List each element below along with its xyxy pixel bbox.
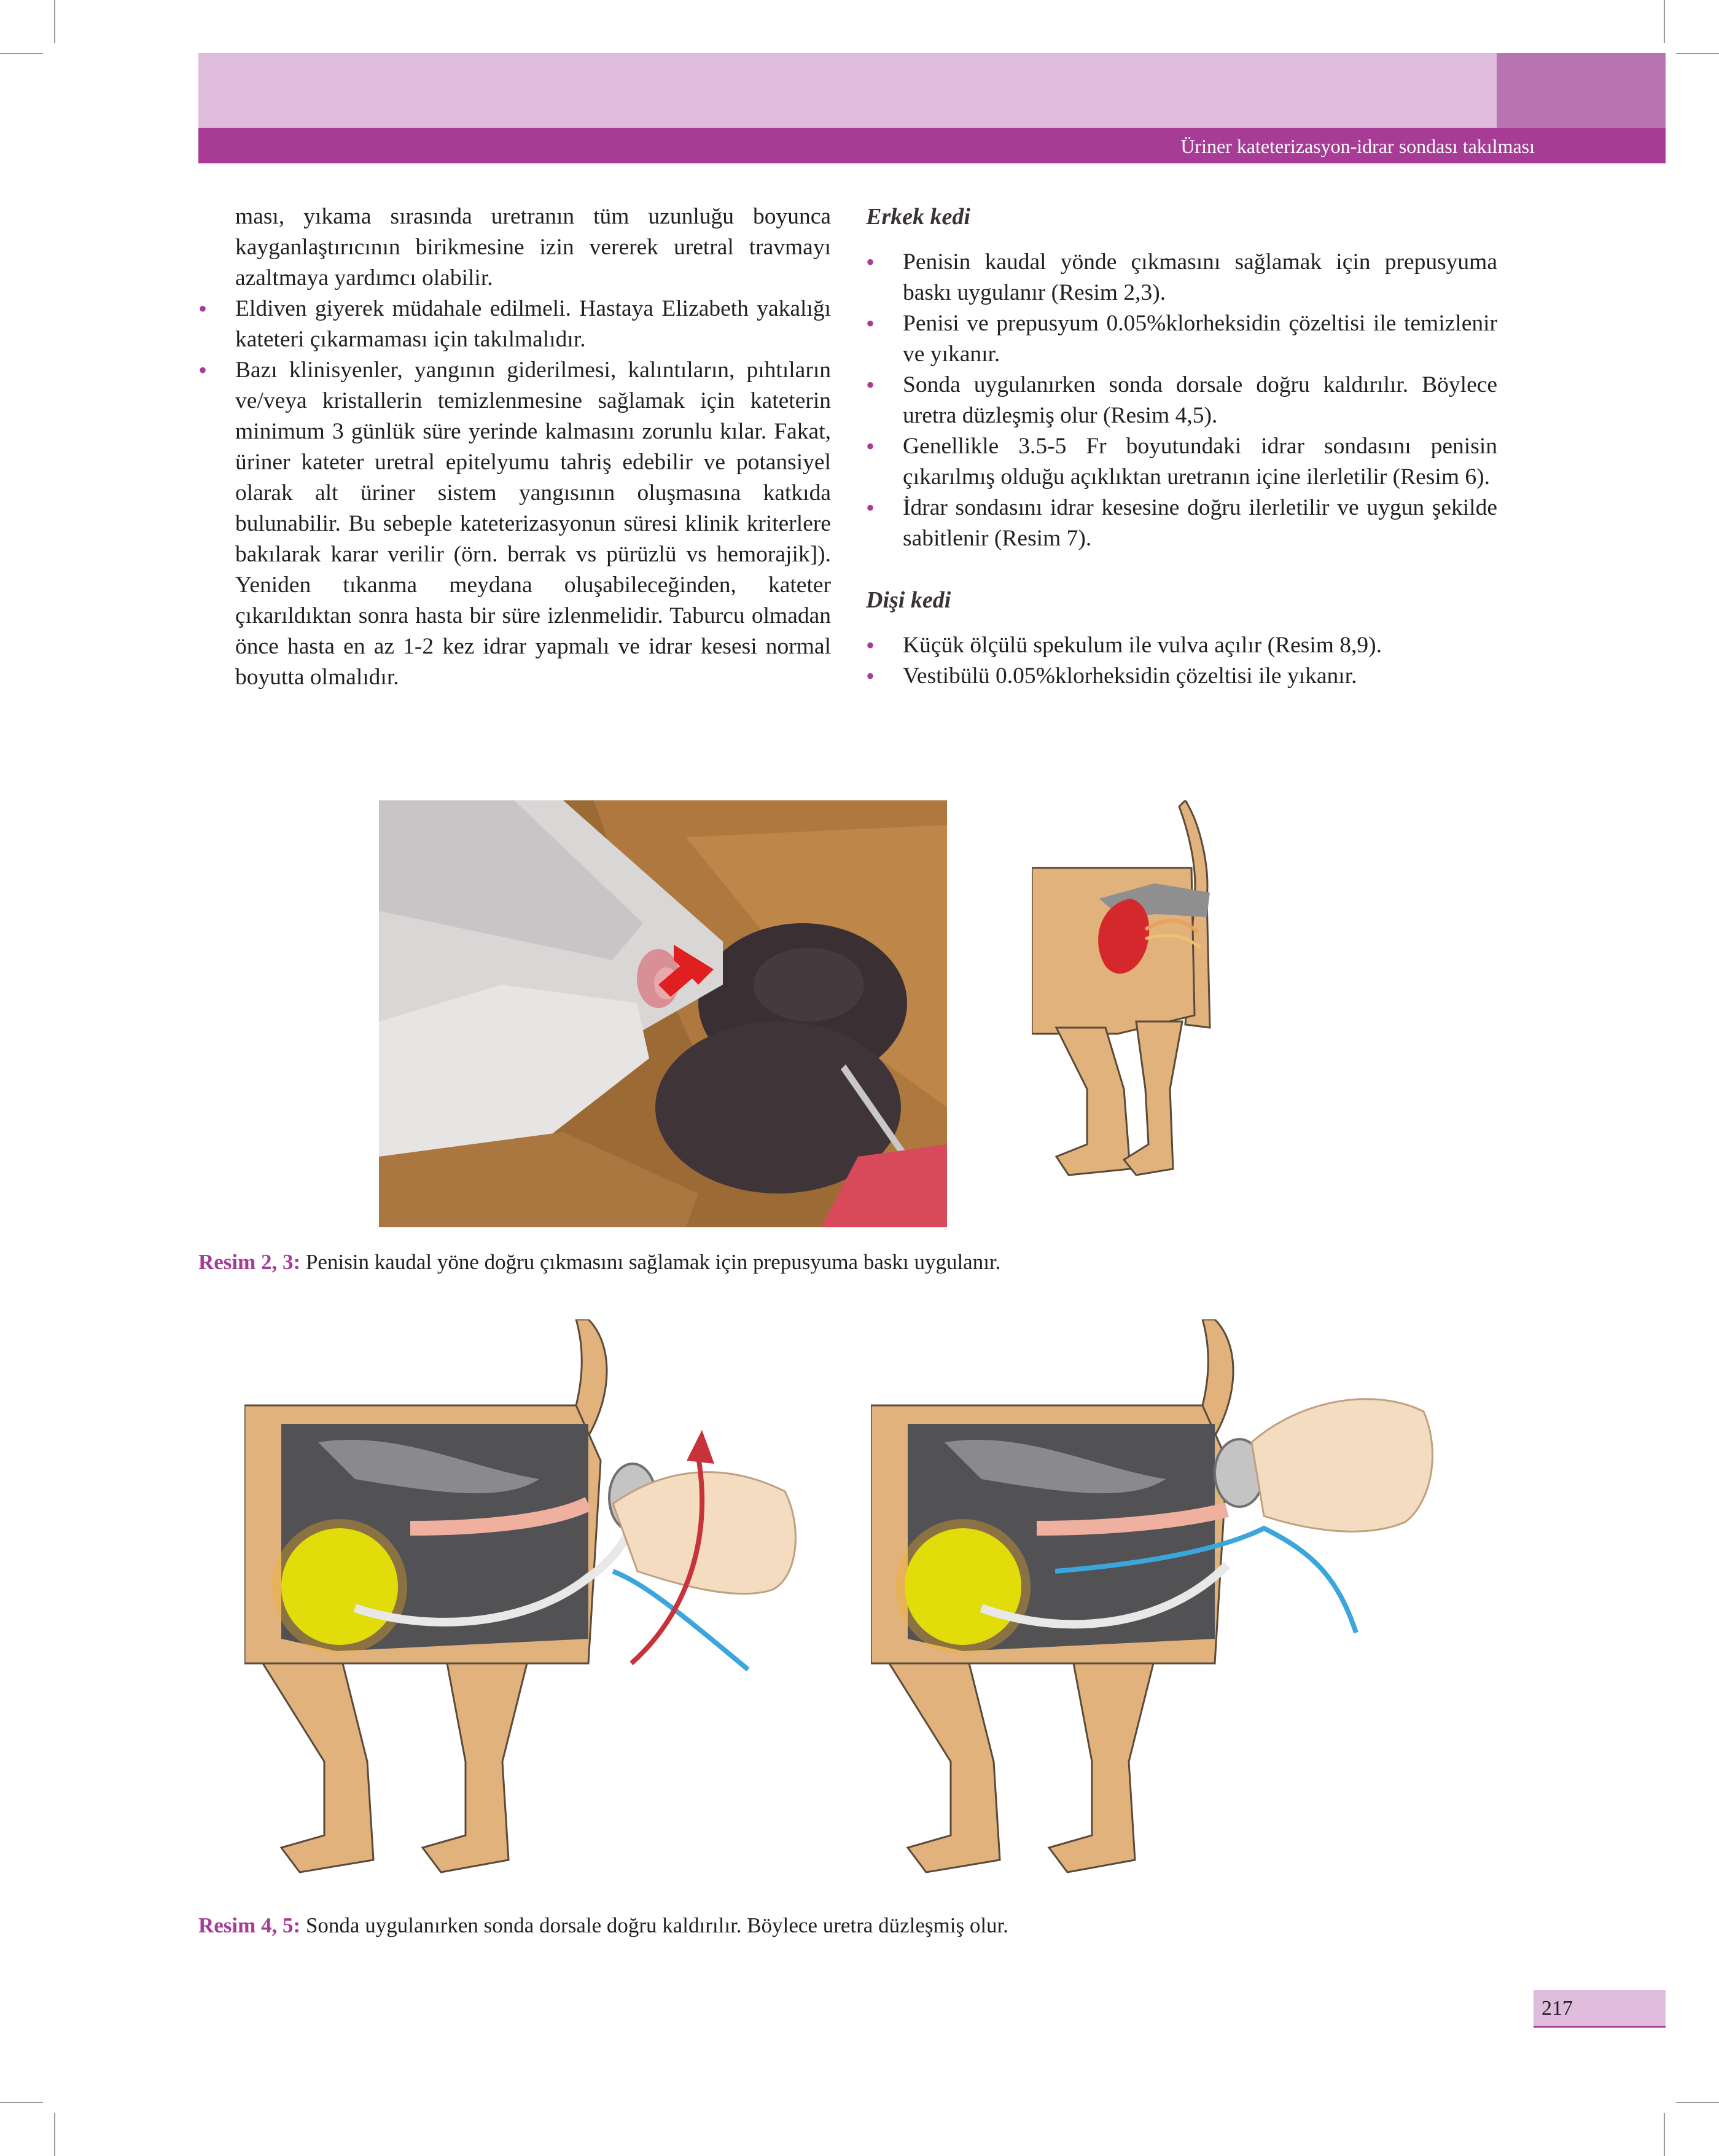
continuation-paragraph: ması, yıkama sırasında uretranın tüm uzunluğu boyunca kayganlaştırıcının birikmesine izin vererek uretral travmayı azaltmaya yardımcı olabilir. (235, 204, 831, 291)
header-band (198, 53, 1666, 128)
crop-mark (0, 2102, 43, 2103)
header-accent (1497, 53, 1666, 128)
list-item: • Vestibülü 0.05%klorheksidin çözeltisi ile yıkanır. (866, 661, 1497, 692)
left-bullet-list (198, 294, 831, 693)
figure-photo-prepuce-pressure (379, 800, 947, 1227)
list-item: • Küçük ölçülü spekulum ile vulva açılır (Resim 8,9). (866, 630, 1497, 661)
male-bullet-list (866, 247, 1497, 554)
crop-mark (1664, 2113, 1665, 2156)
figure-caption (198, 1912, 1008, 1939)
crop-mark (54, 2113, 55, 2156)
figure-illustration-catheter-straightened (871, 1319, 1442, 1886)
left-column (198, 201, 831, 693)
figure-caption (198, 1249, 1000, 1276)
list-item: • Eldiven giyerek müdahale edilmeli. Hastaya Elizabeth yakalığı kateteri çıkarmaması için takılmalıdır. (198, 294, 831, 355)
figure-illustration-catheter-lift (244, 1319, 813, 1886)
caption-text: Penisin kaudal yöne doğru çıkmasını sağlamak için prepusyuma baskı uygulanır. (300, 1250, 1001, 1274)
crop-mark (1676, 53, 1719, 54)
section-heading-male-cat: Erkek kedi (866, 204, 970, 230)
list-item: • Genellikle 3.5-5 Fr boyutundaki idrar sondasını penisin çıkarılmış olduğu açıklıktan uretranın içine ilerletilir (Resim 6). (866, 431, 1497, 493)
figure-illustration-cat-urinary-tract (1032, 800, 1238, 1200)
crop-mark (1676, 2102, 1719, 2103)
female-bullet-list (866, 630, 1497, 692)
list-item: • Penisin kaudal yönde çıkmasını sağlamak için prepusyuma baskı uygulanır (Resim 2,3). (866, 247, 1497, 308)
list-item: • Sonda uygulanırken sonda dorsale doğru kaldırılır. Böylece uretra düzleşmiş olur (Resim 4,5). (866, 370, 1497, 431)
caption-label: Resim 2, 3: (198, 1250, 301, 1274)
section-heading-female-cat: Dişi kedi (866, 587, 951, 613)
crop-mark (54, 0, 55, 43)
page-number: 217 (1542, 1997, 1573, 2020)
caption-label: Resim 4, 5: (198, 1913, 301, 1937)
crop-mark (0, 53, 43, 54)
list-item: • Penisi ve prepusyum 0.05%klorheksidin çözeltisi ile temizlenir ve yıkanır. (866, 308, 1497, 370)
crop-mark (1664, 0, 1665, 43)
right-column (866, 201, 1497, 692)
list-item: • Bazı klinisyenler, yangının giderilmesi, kalıntıların, pıhtıların ve/veya kristallerin temizlenmesine sağlamak için kateterin minimum 3 günlük süre yerinde kalmasını zorunlu kılar. Fakat, üriner kateter uretral epitelyumu tahriş edebilir ve potansiyel olarak alt üriner sistem yangısının oluşmasına katkıda bulunabilir. Bu sebeple kateterizasyonun süresi klinik kriterlere bakılarak karar verilir (örn. berrak vs pürüzlü vs hemorajik]). Yeniden tıkanma meydana oluşabileceğinden, kateter çıkarıldıktan sonra hasta bir süre izlenmelidir. Taburcu olmadan önce hasta en az 1-2 kez idrar yapmalı ve idrar kesesi normal boyutta olmalıdır. (198, 355, 831, 693)
caption-text: Sonda uygulanırken sonda dorsale doğru kaldırılır. Böylece uretra düzleşmiş olur. (300, 1913, 1009, 1937)
list-item: • İdrar sondasını idrar kesesine doğru ilerletilir ve uygun şekilde sabitlenir (Resim 7). (866, 493, 1497, 554)
running-header-title: Üriner kateterizasyon-idrar sondası takılması (1180, 135, 1535, 157)
